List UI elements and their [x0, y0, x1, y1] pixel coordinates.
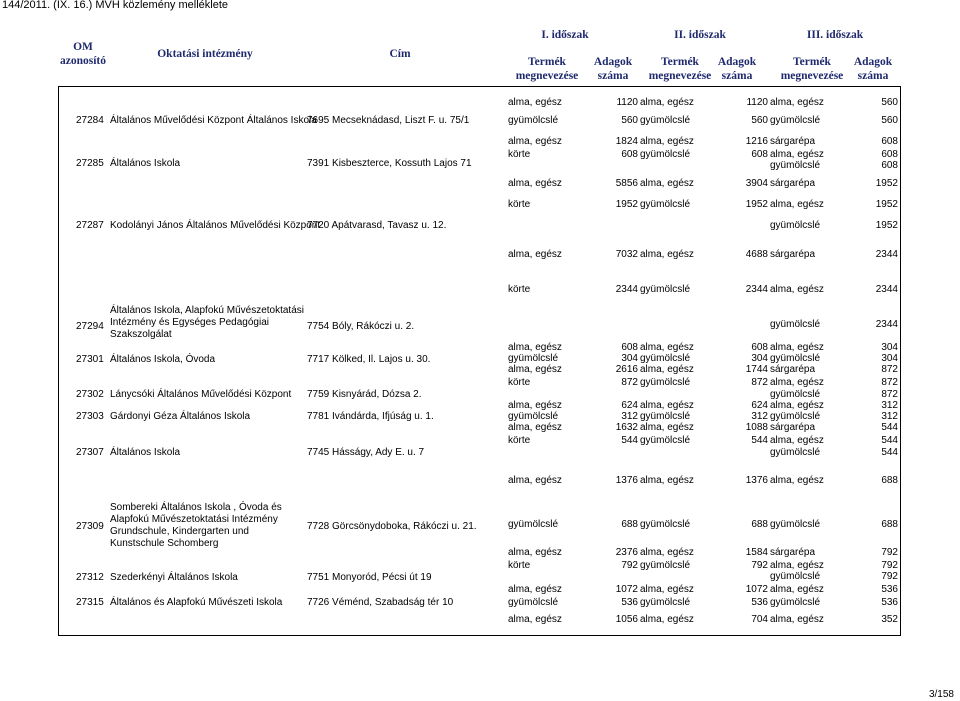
period3-product-cell: alma, egész [770, 377, 824, 388]
period1-product-cell: alma, egész [508, 422, 562, 433]
period2-product-cell: gyümölcslé [640, 597, 691, 608]
school-name: Általános Iskola, Óvoda [110, 354, 216, 365]
period3-product-cell: sárgarépa [770, 422, 816, 433]
period1-product-cell: alma, egész [508, 475, 562, 486]
period2-quantity-cell: 4688 [745, 249, 768, 260]
period3-quantity-cell: 608 [881, 149, 898, 160]
period1-product-cell: alma, egész [508, 178, 562, 189]
period1-product-cell: alma, egész [508, 249, 562, 260]
period3-quantity-cell: 536 [881, 597, 898, 608]
period1-quantity-cell: 1072 [615, 584, 638, 595]
period2-quantity-cell: 1088 [745, 422, 768, 433]
school-id: 27287 [76, 220, 104, 231]
school-name: Sombereki Általános Iskola , Óvoda és Alapfokú Művészetoktatási Intézmény Grundschule, Kindergarten und Kunstschule Schomberg [110, 502, 282, 549]
period2-quantity-cell: 1120 [746, 97, 768, 108]
school-address: 7391 Kisbeszterce, Kossuth Lajos 71 [307, 158, 472, 169]
period2-product-cell: gyümölcslé [640, 519, 691, 530]
school-address: 7759 Kisnyárád, Dózsa 2. [307, 389, 422, 400]
period2-product-cell: gyümölcslé [640, 115, 691, 126]
product-header: Termék megnevezése [780, 56, 844, 82]
period3-quantity-cell: 1952 [875, 199, 898, 210]
period2-product-cell: gyümölcslé [640, 411, 691, 422]
school-id: 27303 [76, 411, 104, 422]
period1-product-cell: alma, egész [508, 136, 562, 147]
period3-product-cell: sárgarépa [770, 136, 816, 147]
school-name: Kodolányi János Általános Művelődési Központ [110, 220, 321, 231]
period1-product-cell: körte [508, 284, 531, 295]
period2-quantity-cell: 312 [751, 411, 768, 422]
period2-quantity-cell: 1952 [745, 199, 768, 210]
school-id: 27309 [76, 521, 104, 532]
period1-quantity-cell: 1120 [616, 97, 638, 108]
table-bottom-rule [58, 635, 901, 636]
period3-product-cell: sárgarépa [770, 178, 816, 189]
period2-product-cell: gyümölcslé [640, 377, 691, 388]
period2-product-cell: alma, egész [640, 136, 694, 147]
period2-quantity-cell: 2344 [745, 284, 768, 295]
period2-quantity-cell: 1744 [745, 364, 768, 375]
period3-quantity-cell: 608 [881, 160, 898, 171]
page-number: 3/158 [928, 689, 954, 700]
period-1-header: I. időszak [541, 29, 589, 41]
school-id: 27301 [76, 354, 104, 365]
period1-quantity-cell: 608 [621, 342, 638, 353]
school-name: Általános Iskola [110, 447, 181, 458]
period3-product-cell: alma, egész [770, 97, 824, 108]
period3-product-cell: gyümölcslé [770, 519, 821, 530]
period2-product-cell: alma, egész [640, 249, 694, 260]
period2-quantity-cell: 688 [751, 519, 768, 530]
period1-product-cell: körte [508, 435, 531, 446]
period2-product-cell: gyümölcslé [640, 353, 691, 364]
school-address: 7728 Görcsönydoboka, Rákóczi u. 21. [307, 521, 477, 532]
period3-quantity-cell: 544 [881, 435, 898, 446]
period3-product-cell: gyümölcslé [770, 319, 821, 330]
school-id: 27284 [76, 115, 104, 126]
period3-quantity-cell: 872 [881, 389, 898, 400]
period1-quantity-cell: 544 [621, 435, 638, 446]
period1-product-cell: alma, egész [508, 97, 562, 108]
period3-product-cell: gyümölcslé [770, 115, 821, 126]
product-header: Termék megnevezése [648, 56, 712, 82]
school-address: 7717 Kölked, Il. Lajos u. 30. [307, 354, 431, 365]
document-header: 144/2011. (IX. 16.) MVH közlemény melléklete [2, 0, 229, 11]
period1-quantity-cell: 304 [621, 353, 638, 364]
period3-product-cell: gyümölcslé [770, 571, 821, 582]
period2-quantity-cell: 304 [751, 353, 768, 364]
period1-quantity-cell: 1952 [615, 199, 638, 210]
period1-product-cell: alma, egész [508, 547, 562, 558]
period2-product-cell: alma, egész [640, 400, 694, 411]
period3-product-cell: sárgarépa [770, 547, 816, 558]
school-id: 27302 [76, 389, 104, 400]
period2-product-cell: gyümölcslé [640, 199, 691, 210]
period2-product-cell: alma, egész [640, 364, 694, 375]
period1-quantity-cell: 1376 [615, 475, 638, 486]
period3-quantity-cell: 1952 [875, 178, 898, 189]
period2-product-cell: alma, egész [640, 475, 694, 486]
period1-product-cell: körte [508, 377, 531, 388]
period3-product-cell: alma, egész [770, 400, 824, 411]
school-name: Általános Iskola [110, 158, 181, 169]
period3-product-cell: alma, egész [770, 435, 824, 446]
period1-quantity-cell: 560 [621, 115, 638, 126]
period3-quantity-cell: 688 [881, 519, 898, 530]
period2-quantity-cell: 1216 [745, 136, 768, 147]
school-id: 27312 [76, 572, 104, 583]
period1-product-cell: gyümölcslé [508, 597, 559, 608]
period1-product-cell: alma, egész [508, 342, 562, 353]
school-id: 27294 [76, 321, 104, 332]
period2-quantity-cell: 544 [751, 435, 768, 446]
period3-product-cell: alma, egész [770, 284, 824, 295]
period3-quantity-cell: 1952 [875, 220, 898, 231]
period2-product-cell: alma, egész [640, 422, 694, 433]
quantity-header: Adagok száma [853, 56, 893, 82]
period2-product-cell: alma, egész [640, 342, 694, 353]
period1-quantity-cell: 2616 [615, 364, 638, 375]
period3-quantity-cell: 304 [881, 353, 898, 364]
period1-quantity-cell: 312 [621, 411, 638, 422]
period3-product-cell: sárgarépa [770, 364, 816, 375]
period3-product-cell: gyümölcslé [770, 411, 821, 422]
period2-product-cell: alma, egész [640, 614, 694, 625]
school-address: 7781 Ivándárda, Ifjúság u. 1. [307, 411, 434, 422]
period3-quantity-cell: 544 [881, 447, 898, 458]
period1-quantity-cell: 1632 [615, 422, 638, 433]
period3-quantity-cell: 544 [881, 422, 898, 433]
period3-quantity-cell: 2344 [875, 319, 898, 330]
school-id: 27315 [76, 597, 104, 608]
period1-product-cell: gyümölcslé [508, 115, 559, 126]
period3-product-cell: alma, egész [770, 614, 824, 625]
period2-product-cell: gyümölcslé [640, 560, 691, 571]
school-name: Általános Művelődési Központ Általános Iskola [110, 115, 317, 126]
school-address: 7695 Mecseknádasd, Liszt F. u. 75/1 [307, 115, 470, 126]
period1-quantity-cell: 7032 [615, 249, 638, 260]
period1-product-cell: körte [508, 149, 531, 160]
period2-quantity-cell: 608 [751, 342, 768, 353]
period3-product-cell: gyümölcslé [770, 597, 821, 608]
period3-quantity-cell: 792 [881, 571, 898, 582]
period2-quantity-cell: 704 [751, 614, 768, 625]
period3-product-cell: alma, egész [770, 199, 824, 210]
col-om-header: OM azonosító [60, 41, 106, 67]
period1-product-cell: alma, egész [508, 614, 562, 625]
period2-quantity-cell: 560 [751, 115, 768, 126]
period3-quantity-cell: 872 [881, 364, 898, 375]
period1-product-cell: alma, egész [508, 364, 562, 375]
period3-product-cell: gyümölcslé [770, 353, 821, 364]
period1-product-cell: körte [508, 199, 531, 210]
period1-product-cell: gyümölcslé [508, 353, 559, 364]
period3-quantity-cell: 560 [881, 115, 898, 126]
period2-quantity-cell: 536 [751, 597, 768, 608]
school-address: 7745 Hásságy, Ady E. u. 7 [307, 447, 425, 458]
period2-product-cell: gyümölcslé [640, 284, 691, 295]
period3-product-cell: alma, egész [770, 560, 824, 571]
period2-product-cell: gyümölcslé [640, 149, 691, 160]
period1-quantity-cell: 792 [621, 560, 638, 571]
period2-quantity-cell: 792 [751, 560, 768, 571]
period2-quantity-cell: 1072 [745, 584, 768, 595]
period2-quantity-cell: 624 [751, 400, 768, 411]
period3-product-cell: gyümölcslé [770, 160, 821, 171]
period3-quantity-cell: 312 [881, 400, 898, 411]
period-2-header: II. időszak [674, 29, 726, 41]
table-right-rule [900, 86, 901, 636]
school-name: Gárdonyi Géza Általános Iskola [110, 411, 251, 422]
school-name: Általános és Alapfokú Művészeti Iskola [110, 597, 283, 608]
period3-quantity-cell: 352 [881, 614, 898, 625]
period2-quantity-cell: 872 [751, 377, 768, 388]
period2-product-cell: alma, egész [640, 178, 694, 189]
period3-product-cell: alma, egész [770, 149, 824, 160]
period2-product-cell: gyümölcslé [640, 435, 691, 446]
period1-quantity-cell: 624 [621, 400, 638, 411]
period3-quantity-cell: 536 [881, 584, 898, 595]
table-left-rule [58, 86, 59, 636]
quantity-header: Adagok száma [717, 56, 757, 82]
period1-quantity-cell: 5856 [615, 178, 638, 189]
school-name: Általános Iskola, Alapfokú Művészetoktatási Intézmény és Egységes Pedagógiai Szakszolgálat [110, 305, 304, 340]
period3-quantity-cell: 2344 [875, 284, 898, 295]
period1-quantity-cell: 536 [621, 597, 638, 608]
period3-product-cell: gyümölcslé [770, 389, 821, 400]
period3-quantity-cell: 872 [881, 377, 898, 388]
period-3-header: III. időszak [806, 29, 864, 41]
period1-quantity-cell: 1824 [615, 136, 638, 147]
period3-quantity-cell: 2344 [875, 249, 898, 260]
school-address: 7720 Apátvarasd, Tavasz u. 12. [307, 220, 447, 231]
quantity-header: Adagok száma [593, 56, 633, 82]
period3-quantity-cell: 792 [881, 547, 898, 558]
school-address: 7751 Monyoród, Pécsi út 19 [307, 572, 432, 583]
period1-quantity-cell: 1056 [615, 614, 638, 625]
header-bottom-rule [58, 86, 901, 87]
school-name: Szederkényi Általános Iskola [110, 572, 238, 583]
period3-product-cell: alma, egész [770, 475, 824, 486]
period3-quantity-cell: 792 [881, 560, 898, 571]
period3-product-cell: sárgarépa [770, 249, 816, 260]
period3-product-cell: alma, egész [770, 342, 824, 353]
product-header: Termék megnevezése [515, 56, 579, 82]
col-address-header: Cím [389, 48, 411, 60]
period2-quantity-cell: 1376 [745, 475, 768, 486]
period3-quantity-cell: 312 [881, 411, 898, 422]
school-address: 7754 Bóly, Rákóczi u. 2. [307, 321, 415, 332]
period3-quantity-cell: 608 [881, 136, 898, 147]
period1-quantity-cell: 2344 [615, 284, 638, 295]
period1-quantity-cell: 872 [621, 377, 638, 388]
period3-quantity-cell: 304 [881, 342, 898, 353]
school-id: 27285 [76, 158, 104, 169]
col-institution-header: Oktatási intézmény [157, 48, 253, 60]
period1-product-cell: gyümölcslé [508, 519, 559, 530]
period3-product-cell: gyümölcslé [770, 447, 821, 458]
period3-quantity-cell: 688 [881, 475, 898, 486]
period2-quantity-cell: 1584 [745, 547, 768, 558]
period1-product-cell: alma, egész [508, 584, 562, 595]
period1-quantity-cell: 608 [621, 149, 638, 160]
period2-quantity-cell: 608 [751, 149, 768, 160]
period2-product-cell: alma, egész [640, 97, 694, 108]
period1-product-cell: alma, egész [508, 400, 562, 411]
period2-product-cell: alma, egész [640, 547, 694, 558]
period3-product-cell: alma, egész [770, 584, 824, 595]
period1-product-cell: körte [508, 560, 531, 571]
school-name: Lánycsóki Általános Művelődési Központ [110, 389, 292, 400]
period1-quantity-cell: 688 [621, 519, 638, 530]
period3-product-cell: gyümölcslé [770, 220, 821, 231]
period3-quantity-cell: 560 [881, 97, 898, 108]
period1-quantity-cell: 2376 [615, 547, 638, 558]
school-address: 7726 Véménd, Szabadság tér 10 [307, 597, 454, 608]
period2-quantity-cell: 3904 [745, 178, 768, 189]
period1-product-cell: gyümölcslé [508, 411, 559, 422]
school-id: 27307 [76, 447, 104, 458]
period2-product-cell: alma, egész [640, 584, 694, 595]
